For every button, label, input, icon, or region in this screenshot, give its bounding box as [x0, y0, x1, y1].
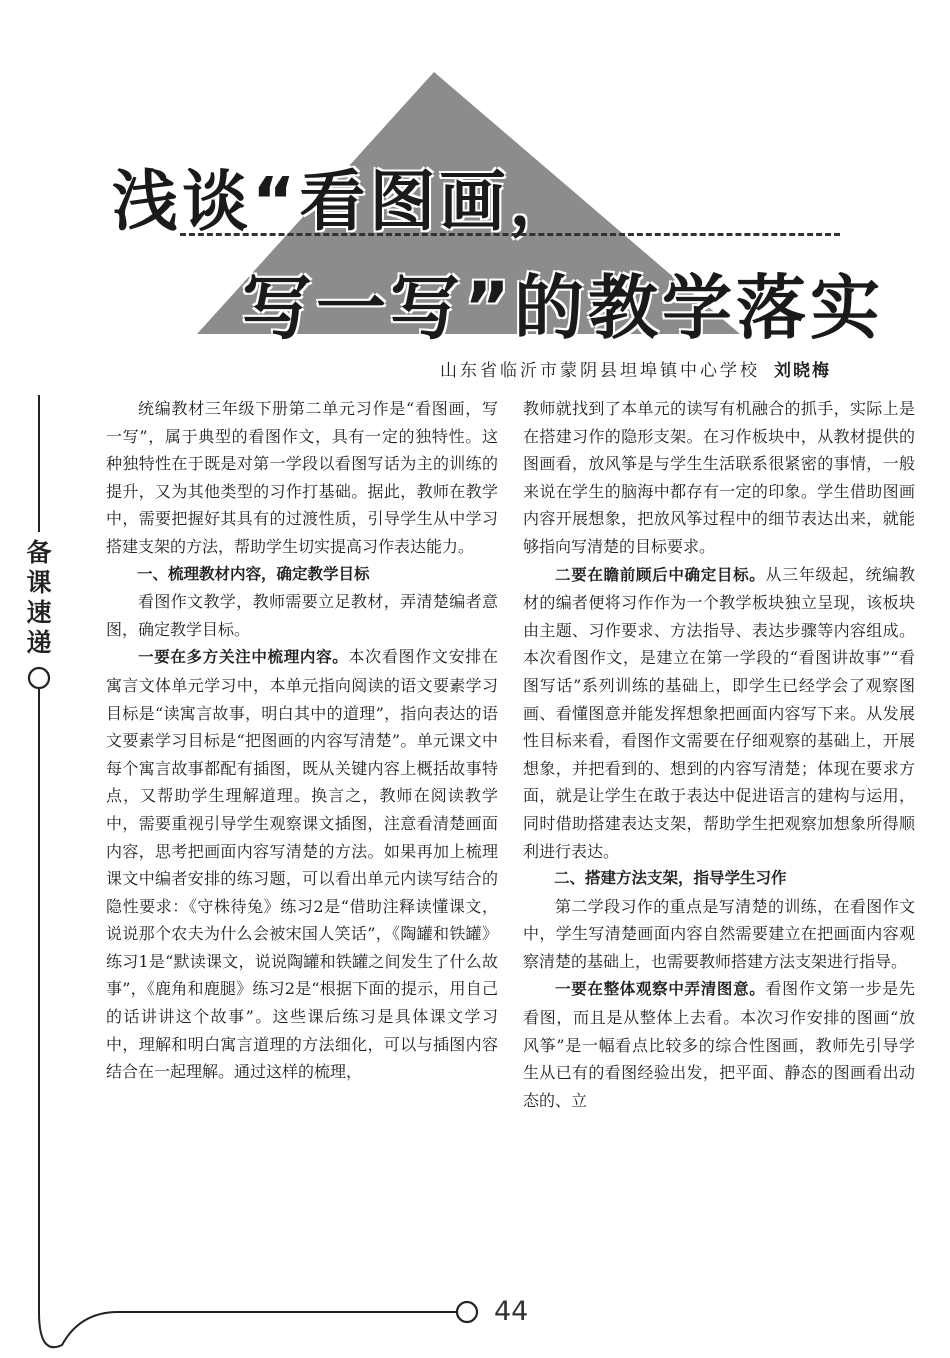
- paragraph: 第二学段习作的重点是写清楚的训练，在看图作文中，学生写清楚画面内容自然需要建立在把画面内容观察清楚的基础上，也需要教师搭建方法支架进行指导。: [523, 896, 915, 971]
- section-tab: [22, 538, 56, 658]
- paragraph: [106, 643, 498, 1086]
- section-tab-char: 备: [26, 538, 52, 567]
- author-name: 刘晓梅: [774, 361, 831, 381]
- paragraph-lead: 一要在整体观察中弄清图意。: [555, 980, 766, 999]
- paragraph: [523, 975, 915, 1114]
- paragraph: 统编教材三年级下册第二单元习作是“看图画，写一写”，属于典型的看图作文，具有一定的独特性。这种独特性在于既是对第一学段以看图写话为主的训练的提升，又为其他类型的习作打基础。据此，教师在教学中，需要把握好其具有的过渡性质，引导学生从中学习搭建支架的方法，帮助学生切实提高习作表达能力。: [106, 399, 498, 556]
- paragraph-text: 从三年级起，统编教材的编者便将习作作为一个教学板块独立呈现，该板块由主题、习作要求、方法指导、表达步骤等内容组成。本次看图作文，是建立在第一学段的“看图讲故事”“看图写话”系列训练的基础上，即学生已经学会了观察图画、看懂图意并能发挥想象把画面内容写下来。从发展性目标来看，看图作文需要在仔细观察的基础上，开展想象，并把看到的、想到的内容写清楚；体现在要求方面，就是让学生在敢于表达中促进语言的建构与运用，同时借助搭建表达支架，帮助学生把观察加想象所得顺利进行表达。: [523, 564, 915, 861]
- paragraph-text: 本次看图作文安排在寓言文体单元学习中，本单元指向阅读的语文要素学习目标是“读寓言故事，明白其中的道理”，指向表达的语文要素学习目标是“把图画的内容写清楚”。单元课文中每个寓言故事都配有插图，既从关键内容上概括故事特点，又帮助学生理解道理。换言之，教师在阅读教学中，需要重视引导学生观察课文插图，注意看清楚画面内容，思考把画面内容写清楚的方法。如果再加上梳理课文中编者安排的练习题，可以看出单元内读写结合的隐性要求：《守株待兔》练习2是“借助注释读懂课文，说说那个农夫为什么会被宋国人笑话”，《陶罐和铁罐》练习1是“默读课文，说说陶罐和铁罐之间发生了什么故事”，《鹿角和鹿腿》练习2是“根据下面的提示，用自己的话讲讲这个故事”。这些课后练习是具体课文学习中，理解和明白寓言道理的方法细化，可以与插图内容结合在一起理解。通过这样的梳理，: [106, 647, 498, 1082]
- paragraph-lead: 一要在多方关注中梳理内容。: [138, 648, 349, 667]
- body-column-left: [106, 395, 498, 1255]
- article-title-line-1: 浅谈“看图画，: [112, 163, 580, 240]
- section-tab-char: 递: [26, 628, 52, 657]
- author-affiliation: 山东省临沂市蒙阴县坦埠镇中心学校: [440, 361, 760, 381]
- section-heading: 一、梳理教材内容，确定教学目标: [137, 564, 370, 583]
- section-tab-char: 课: [26, 568, 52, 597]
- article-title-line-2: 写一写”的教学落实: [242, 267, 885, 349]
- paragraph-lead: 二要在瞻前顾后中确定目标。: [555, 565, 766, 584]
- paragraph: 教师就找到了本单元的读写有机融合的抓手，实际上是在搭建习作的隐形支架。在习作板块中，从教材提供的图画看，放风筝是与学生生活联系很紧密的事情，一般来说在学生的脑海中都存有一定的印象。学生借助图画内容开展想象，把放风筝过程中的细节表达出来，就能够指向写清楚的目标要求。: [523, 399, 915, 556]
- paragraph: 看图作文教学，教师需要立足教材，弄清楚编者意图，确定教学目标。: [106, 592, 498, 639]
- paragraph-text: 看图作文第一步是先看图，而且是从整体上去看。本次习作安排的图画“放风筝”是一幅看点比较多的综合性图画，教师先引导学生从已有的看图经验出发，把平面、静态的图画看出动态的、立: [523, 979, 915, 1110]
- section-tab-char: 速: [26, 598, 52, 627]
- section-heading: 二、搭建方法支架，指导学生习作: [554, 869, 787, 888]
- body-column-right: [523, 395, 915, 1255]
- page-number: 44: [494, 1296, 529, 1327]
- paragraph: [523, 561, 915, 866]
